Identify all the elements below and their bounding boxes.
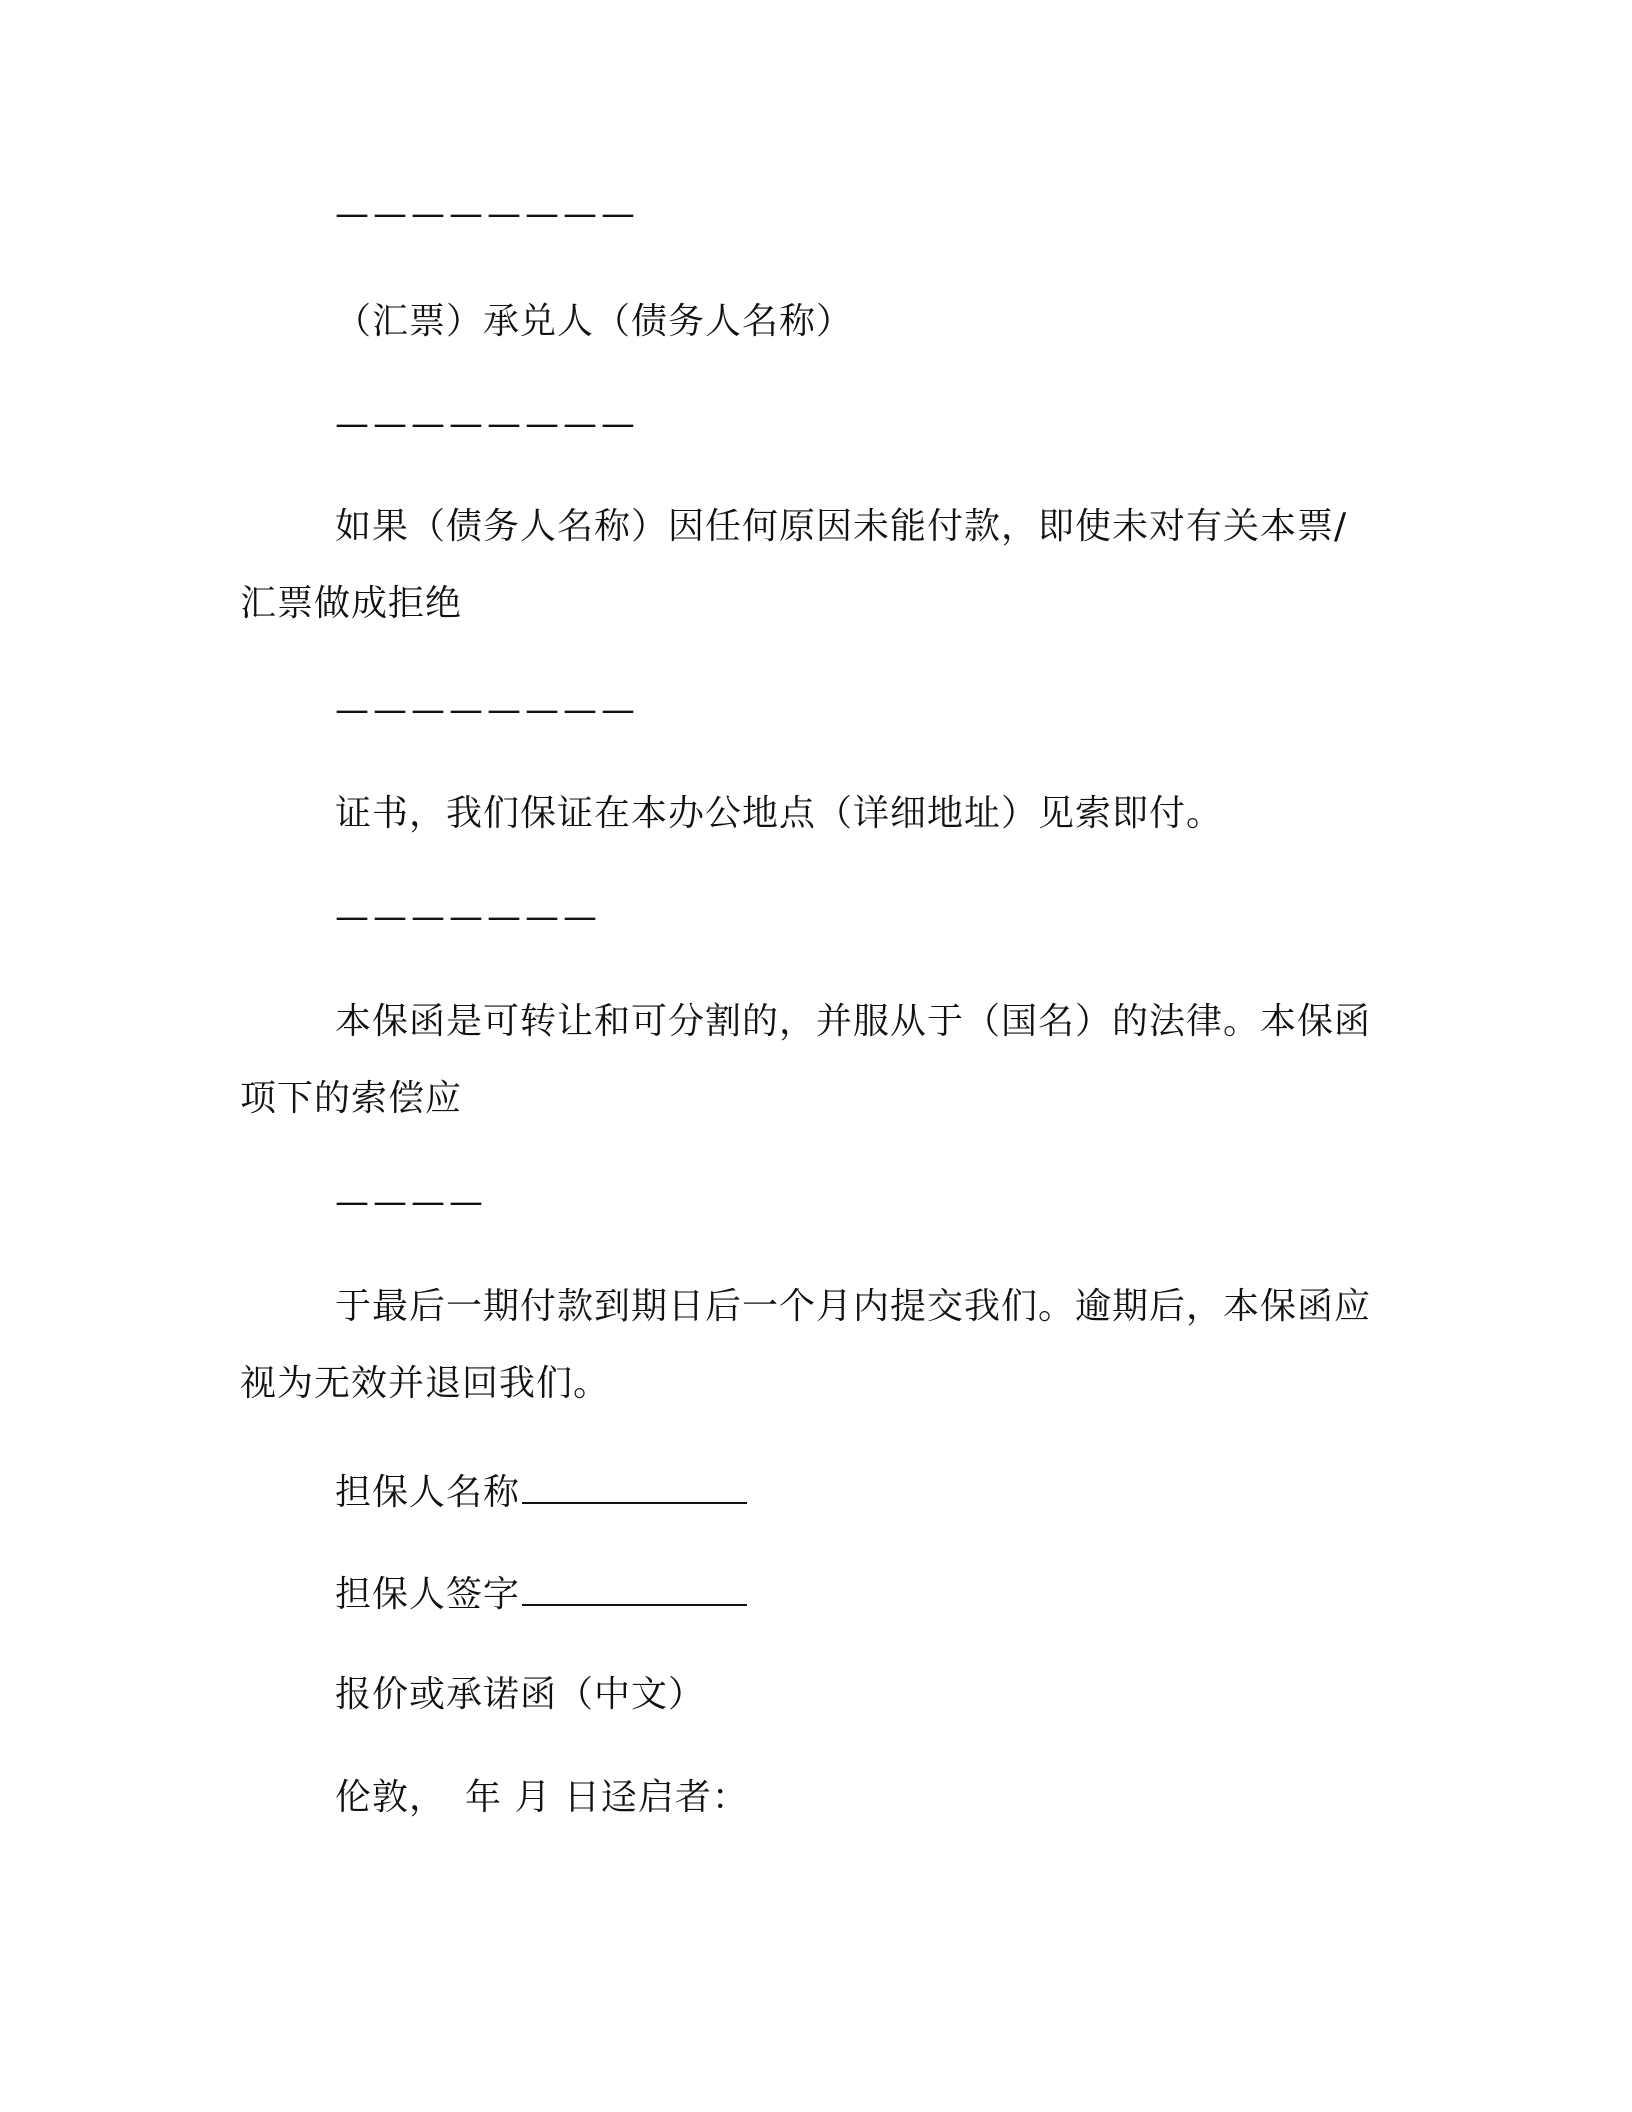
letter-title: 报价或承诺函（中文）	[335, 1674, 706, 1715]
guarantor-sign-blank	[522, 1570, 747, 1606]
guarantor-sign-row	[335, 1570, 747, 1617]
date-line: 伦敦， 年 月 日迳启者：	[335, 1777, 749, 1818]
dash-separator: ————————	[335, 404, 639, 444]
guarantor-name-blank	[522, 1468, 747, 1504]
paragraph-4-line-1: 于最后一期付款到期日后一个月内提交我们。逾期后，本保函应	[335, 1286, 1372, 1327]
guarantor-sign-label: 担保人签字	[335, 1574, 521, 1615]
paragraph-2: 证书，我们保证在本办公地点（详细地址）见索即付。	[335, 793, 1224, 834]
paragraph-3-line-1: 本保函是可转让和可分割的，并服从于（国名）的法律。本保函	[335, 1001, 1372, 1042]
dash-separator: ————	[335, 1182, 487, 1222]
guarantor-name-label: 担保人名称	[335, 1472, 521, 1513]
dash-separator: ————————	[335, 690, 639, 730]
dash-separator: ————————	[335, 194, 639, 234]
paragraph-3-line-2: 项下的索偿应	[240, 1078, 463, 1119]
paragraph-1-line-2: 汇票做成拒绝	[240, 583, 463, 624]
paragraph-1-line-1: 如果（债务人名称）因任何原因未能付款，即使未对有关本票/	[335, 506, 1348, 547]
guarantor-name-row	[335, 1468, 747, 1515]
dash-separator: ———————	[335, 897, 601, 937]
paragraph-4-line-2: 视为无效并退回我们。	[240, 1363, 611, 1404]
acceptor-line: （汇票）承兑人（债务人名称）	[335, 301, 854, 342]
